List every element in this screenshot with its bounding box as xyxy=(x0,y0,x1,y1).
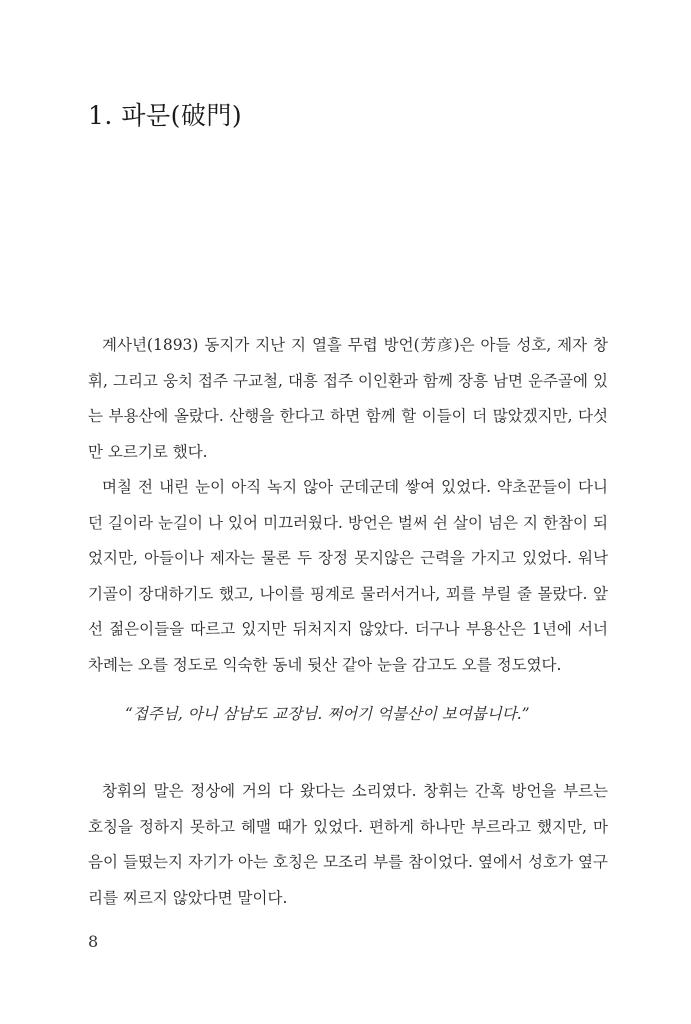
body-text-block xyxy=(88,328,608,683)
page-number: 8 xyxy=(88,932,99,951)
chapter-title: 1. 파문(破門) xyxy=(88,101,243,130)
body-text-block xyxy=(88,774,608,916)
paragraph: 계사년(1893) 동지가 지난 지 열흘 무렵 방언(芳彦)은 아들 성호, 제자 창휘, 그리고 웅치 접주 구교철, 대흥 접주 이인환과 함께 장흥 남면 운주골에 있는 부용산에 올랐다. 산행을 한다고 하면 함께 할 이들이 더 많았겠지만, 다섯만 오르기로 했다. xyxy=(88,336,608,461)
paragraph: 며칠 전 내린 눈이 아직 녹지 않아 군데군데 쌓여 있었다. 약초꾼들이 다니던 길이라 눈길이 나 있어 미끄러웠다. 방언은 벌써 쉰 살이 넘은 지 한참이 되었지만, 아들이나 제자는 물론 두 장정 못지않은 근력을 가지고 있었다. 워낙 기골이 장대하기도 했고, 나이를 핑계로 물러서거나, 꾀를 부릴 줄 몰랐다. 앞선 젊은이들을 따르고 있지만 뒤처지지 않았다. 더구나 부용산은 1년에 서너 차례는 오를 정도로 익숙한 동네 뒷산 같아 눈을 감고도 오를 정도였다. xyxy=(88,478,608,674)
paragraph: 창휘의 말은 정상에 거의 다 왔다는 소리였다. 창휘는 간혹 방언을 부르는 호칭을 정하지 못하고 헤맬 때가 있었다. 편하게 하나만 부르라고 했지만, 마음이 들떴는지 자기가 아는 호칭은 모조리 부를 참이었다. 옆에서 성호가 옆구리를 찌르지 않았다면 말이다. xyxy=(88,782,608,907)
dialogue-quote: “접주님, 아니 삼남도 교장님. 쩌어기 억불산이 보여붑니다.” xyxy=(125,705,530,723)
